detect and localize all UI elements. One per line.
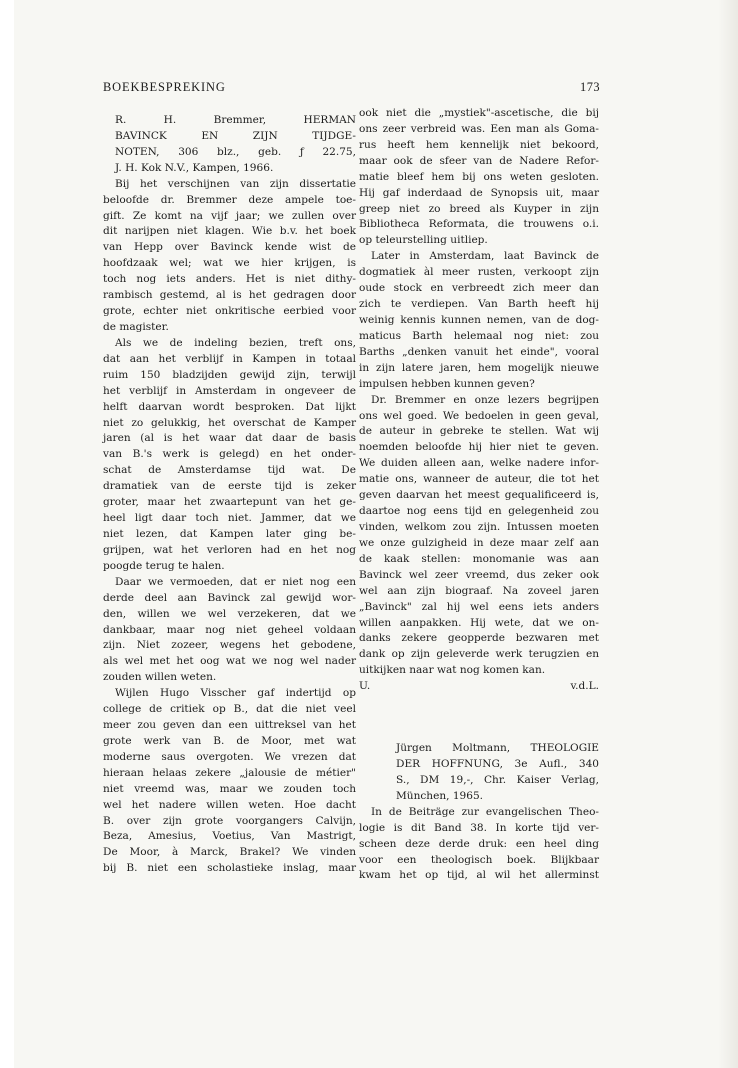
text-line: ons zeer verbreid was. Een man als Goma- (359, 122, 599, 135)
text-line: als wel met het oog wat we nog wel nader (103, 655, 356, 668)
text-line: op teleurstelling uitliep. (359, 234, 488, 247)
text-line: toch nog iets anders. Het is niet dithy- (103, 273, 356, 286)
text-line: niet vreemd was, maar we zouden toch (103, 782, 356, 795)
text-line: heel ligt daar toch niet. Jammer, dat we (103, 512, 356, 525)
text-line: niet zo gelukkig, het overschat de Kamper (103, 416, 356, 429)
text-line: De Moor, à Marck, Brakel? We vinden (103, 846, 356, 859)
text-line: niet lezen, dat Kampen later ging be- (103, 527, 356, 540)
text-line: de auteur in gebreke te stellen. Wat wij (359, 425, 599, 438)
text-line: meer zou geven dan een uittreksel van het (103, 719, 356, 732)
text-line: college de critiek op B., dat die niet veel (103, 703, 356, 716)
text-line: dogmatiek àl meer rusten, verkoopt zijn (359, 266, 599, 279)
text-line: van B.'s werk is gelegd) en het onder- (103, 448, 356, 461)
page-right-shadow (718, 0, 738, 1068)
review-heading-line: S., DM 19,-, Chr. Kaiser Verlag, (396, 773, 599, 786)
text-line: grote, echter niet onkritische eerbied voor (103, 305, 356, 318)
text-line: Wijlen Hugo Visscher gaf indertijd op (115, 687, 356, 700)
text-line: we onze gulzigheid in deze maar zelf aan (359, 536, 599, 549)
text-line: willen aanpakken. Hij wete, dat we on- (359, 616, 599, 629)
text-line: helft daarvan wordt besproken. Dat lijkt (103, 400, 356, 413)
text-line: Als we de indeling bezien, treft ons, (115, 336, 356, 349)
text-line: impulsen hebben kunnen geven? (359, 377, 535, 390)
text-line: het verblijf in Amsterdam in ongeveer de (103, 384, 356, 397)
text-line: scheen deze derde druk: een heel ding (359, 837, 599, 850)
text-line: hieraan helaas zekere „jalousie de métier" (103, 766, 356, 779)
text-line: vinden, welkom zou zijn. Intussen moeten (359, 520, 599, 533)
text-line: Bij het verschijnen van zijn dissertatie (115, 177, 356, 190)
text-line: logie is dit Band 38. In korte tijd ver- (359, 821, 599, 834)
text-line: wel het nadere willen weten. Hoe dacht (103, 798, 356, 811)
text-line: dit narijpen niet klagen. Wie b.v. het boek (103, 225, 356, 238)
signature-author: v.d.L. (570, 680, 599, 693)
review-heading-line: NOTEN, 306 blz., geb. ƒ 22.75, (115, 145, 356, 158)
text-line: Bavinck wel zeer vreemd, dus zeker ook (359, 568, 599, 581)
text-line: ook niet die „mystiek"-ascetische, die bij (359, 107, 599, 119)
text-line: greep niet zo breed als Kuyper in zijn (359, 202, 599, 215)
text-line: in zijn latere jaren, hem mogelijk nieuwe (359, 361, 599, 374)
text-line: dat aan het verblijf in Kampen in totaal (103, 352, 356, 365)
text-line: schat de Amsterdamse tijd wat. De (103, 464, 356, 477)
text-line: dankbaar, maar nog niet geheel voldaan (103, 623, 356, 636)
page-left-margin (0, 0, 14, 1068)
text-line: Barths „denken vanuit het einde", vooral (359, 345, 599, 358)
text-line: hoofdzaak wel; wat we hier krijgen, is (103, 257, 356, 270)
text-line: beloofde dr. Bremmer deze ampele toe- (103, 193, 356, 206)
text-line: In de Beiträge zur evangelischen Theo- (371, 805, 599, 818)
text-line: Dr. Bremmer en onze lezers begrijpen (371, 393, 599, 406)
text-line: matie bleef hem bij ons weten gesloten. (359, 170, 599, 183)
text-line: rambisch gestemd, al is het gedragen door (103, 289, 356, 302)
text-line: noemden beloofde hij hier niet te geven. (359, 441, 599, 454)
text-line: bij B. niet een scholastieke inslag, maar (103, 862, 356, 875)
review-signature (359, 679, 599, 695)
text-line: kwam het op tijd, al wil het allerminst (359, 869, 599, 882)
review-heading-line: R. H. Bremmer, HERMAN (115, 114, 356, 126)
review-heading-line: BAVINCK EN ZIJN TIJDGE- (115, 129, 356, 142)
text-line: grijpen, wat het verloren had en het nog (103, 543, 356, 556)
text-line: voor een theologisch boek. Blijkbaar (359, 853, 599, 866)
text-line: zouden willen weten. (103, 671, 217, 684)
text-line: Bibliotheca Reformata, die trouwens o.i. (359, 218, 599, 231)
text-line: moderne saus overgoten. We vrezen dat (103, 750, 356, 763)
text-line: ons wel goed. We bedoelen in geen geval, (359, 409, 599, 422)
text-line: jaren (al is het waar dat daar de basis (103, 432, 356, 445)
text-line: We duiden alleen aan, welke nadere infor- (359, 457, 599, 470)
right-column (359, 106, 599, 884)
text-line: weinig kennis kunnen nemen, van de dog- (359, 313, 599, 326)
text-line: geven daarvan het meest gequalificeerd is, (359, 489, 599, 502)
text-line: den, willen we wel verzekeren, dat we (103, 607, 356, 620)
text-line: wel aan zijn biograaf. Na zoveel jaren (359, 584, 599, 597)
text-line: ruim 150 bladzijden gewijd zijn, terwijl (103, 368, 356, 381)
text-line: groter, maar het zwaartepunt van het ge- (103, 496, 356, 509)
text-line: Hij gaf inderdaad de Synopsis uit, maar (359, 186, 599, 199)
text-line: matie ons, wanneer de auteur, die tot het (359, 473, 599, 486)
text-line: Daar we vermoeden, dat er niet nog een (115, 575, 356, 588)
text-line: gift. Ze komt na vijf jaar; we zullen over (103, 209, 356, 222)
text-line: dramatiek van de eerste tijd is zeker (103, 480, 356, 493)
left-column (103, 113, 356, 877)
text-line: de kaak stellen: monomanie was aan (359, 552, 599, 565)
review-heading-line: DER HOFFNUNG, 3e Aufl., 340 (396, 758, 599, 771)
text-line: danks zekere geopperde bezwaren met (359, 632, 599, 645)
review-heading-line: München, 1965. (396, 789, 484, 802)
text-line: de magister. (103, 320, 169, 333)
running-head: BOEKBESPREKING (103, 80, 226, 94)
text-line: daartoe nog eens tijd en gelegenheid zou (359, 505, 599, 518)
text-line: zijn. Niet zozeer, wegens het gebodene, (103, 639, 356, 652)
text-line: „Bavinck" zal hij wel eens iets anders (359, 600, 599, 613)
text-line: rus heeft hem kennelijk niet bekoord, (359, 138, 599, 151)
signature-initial: U. (359, 680, 371, 693)
text-line: dank op zijn geleverde werk terugzien en (359, 648, 599, 661)
text-line: maticus Barth helemaal nog niet: zou (359, 329, 599, 342)
review-heading-line: Jürgen Moltmann, THEOLOGIE (396, 742, 599, 755)
text-line: Beza, Amesius, Voetius, Van Mastrigt, (103, 830, 356, 843)
page-number: 173 (580, 80, 601, 94)
text-line: Later in Amsterdam, laat Bavinck de (371, 250, 599, 263)
section-gap (359, 695, 599, 741)
text-line: oude stock en verbreedt zich meer dan (359, 282, 599, 295)
text-line: van Hepp over Bavinck kende wist de (103, 241, 356, 254)
text-line: maar ook de sfeer van de Nadere Refor- (359, 154, 599, 167)
text-line: uitkijken naar wat nog komen kan. (359, 664, 546, 677)
text-line: poogde terug te halen. (103, 559, 225, 572)
text-line: grote werk van B. de Moor, met wat (103, 734, 356, 747)
review-heading-line: J. H. Kok N.V., Kampen, 1966. (115, 161, 274, 174)
text-line: derde deel aan Bavinck zal gewijd wor- (103, 591, 356, 604)
text-line: zich te verdiepen. Van Barth heeft hij (359, 298, 599, 311)
text-line: B. over zijn grote voorgangers Calvijn, (103, 814, 356, 827)
